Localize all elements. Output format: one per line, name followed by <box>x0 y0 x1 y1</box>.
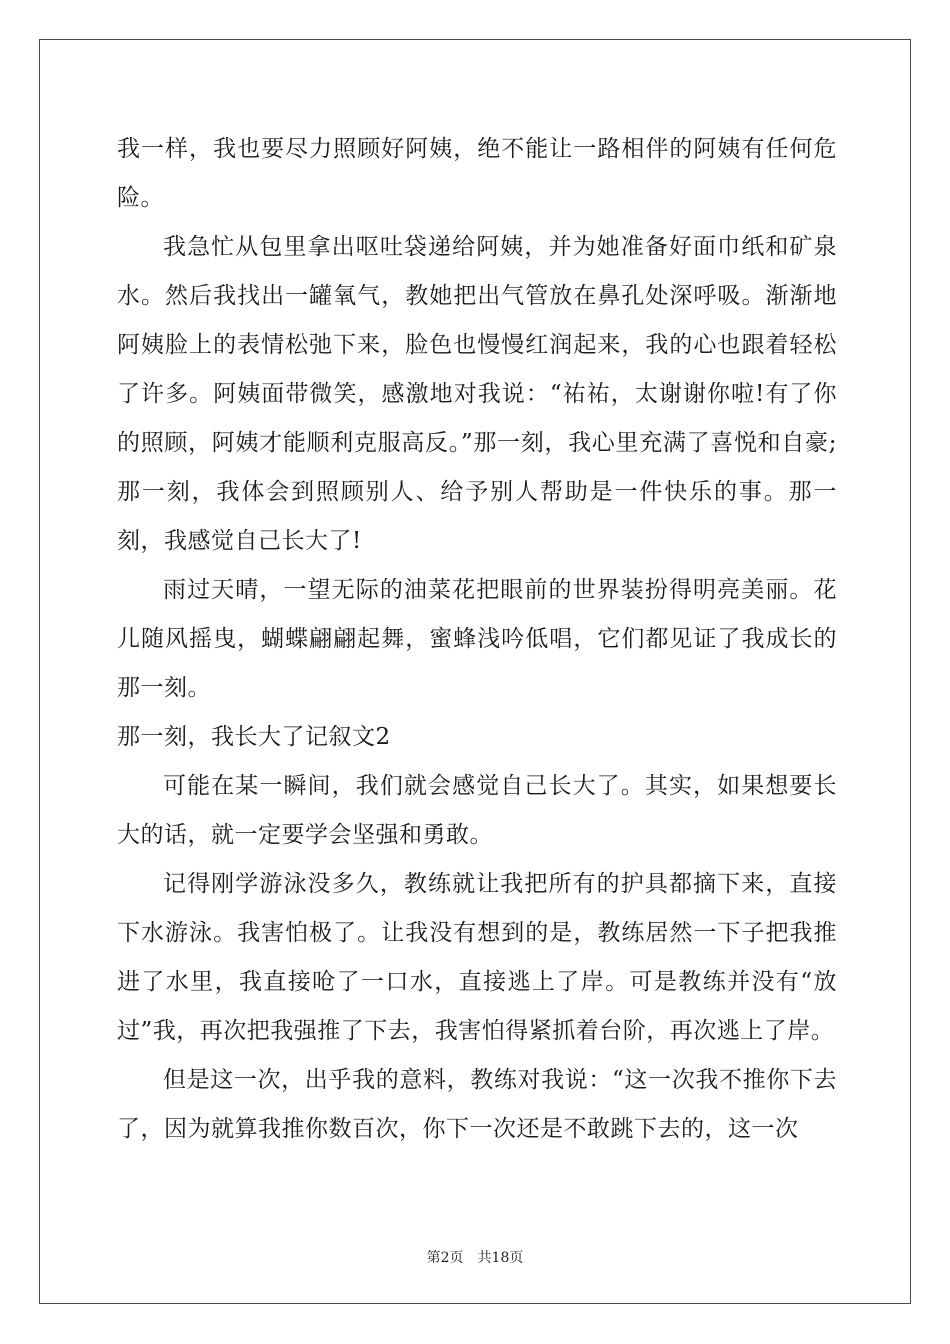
page-number: 第2页 <box>426 1250 464 1266</box>
paragraph: 可能在某一瞬间，我们就会感觉自己长大了。其实，如果想要长大的话，就一定要学会坚强和勇敢。 <box>117 773 837 848</box>
document-body <box>117 125 837 1154</box>
section-heading: 那一刻，我长大了记叙文2 <box>117 724 391 750</box>
page-footer <box>0 1247 950 1267</box>
page-total: 共18页 <box>477 1250 524 1266</box>
paragraph: 记得刚学游泳没多久，教练就让我把所有的护具都摘下来，直接下水游泳。我害怕极了。让我没有想到的是，教练居然一下子把我推进了水里，我直接呛了一口水，直接逃上了岸。可是教练并没有“放过”我，再次把我强推了下去，我害怕得紧抓着台阶，再次逃上了岸。 <box>117 871 837 1044</box>
paragraph: 我急忙从包里拿出呕吐袋递给阿姨，并为她准备好面巾纸和矿泉水。然后我找出一罐氧气，教她把出气管放在鼻孔处深呼吸。渐渐地阿姨脸上的表情松弛下来，脸色也慢慢红润起来，我的心也跟着轻松了许多。阿姨面带微笑，感激地对我说：“祐祐，太谢谢你啦!有了你的照顾，阿姨才能顺利克服高反。”那一刻，我心里充满了喜悦和自豪;那一刻，我体会到照顾别人、给予别人帮助是一件快乐的事。那一刻，我感觉自己长大了! <box>117 234 837 554</box>
paragraph-continued: 我一样，我也要尽力照顾好阿姨，绝不能让一路相伴的阿姨有任何危险。 <box>117 136 837 211</box>
paragraph: 但是这一次，出乎我的意料，教练对我说：“这一次我不推你下去了，因为就算我推你数百次，你下一次还是不敢跳下去的，这一次 <box>117 1067 837 1142</box>
paragraph: 雨过天晴，一望无际的油菜花把眼前的世界装扮得明亮美丽。花儿随风摇曳，蝴蝶翩翩起舞，蜜蜂浅吟低唱，它们都见证了我成长的那一刻。 <box>117 577 837 701</box>
